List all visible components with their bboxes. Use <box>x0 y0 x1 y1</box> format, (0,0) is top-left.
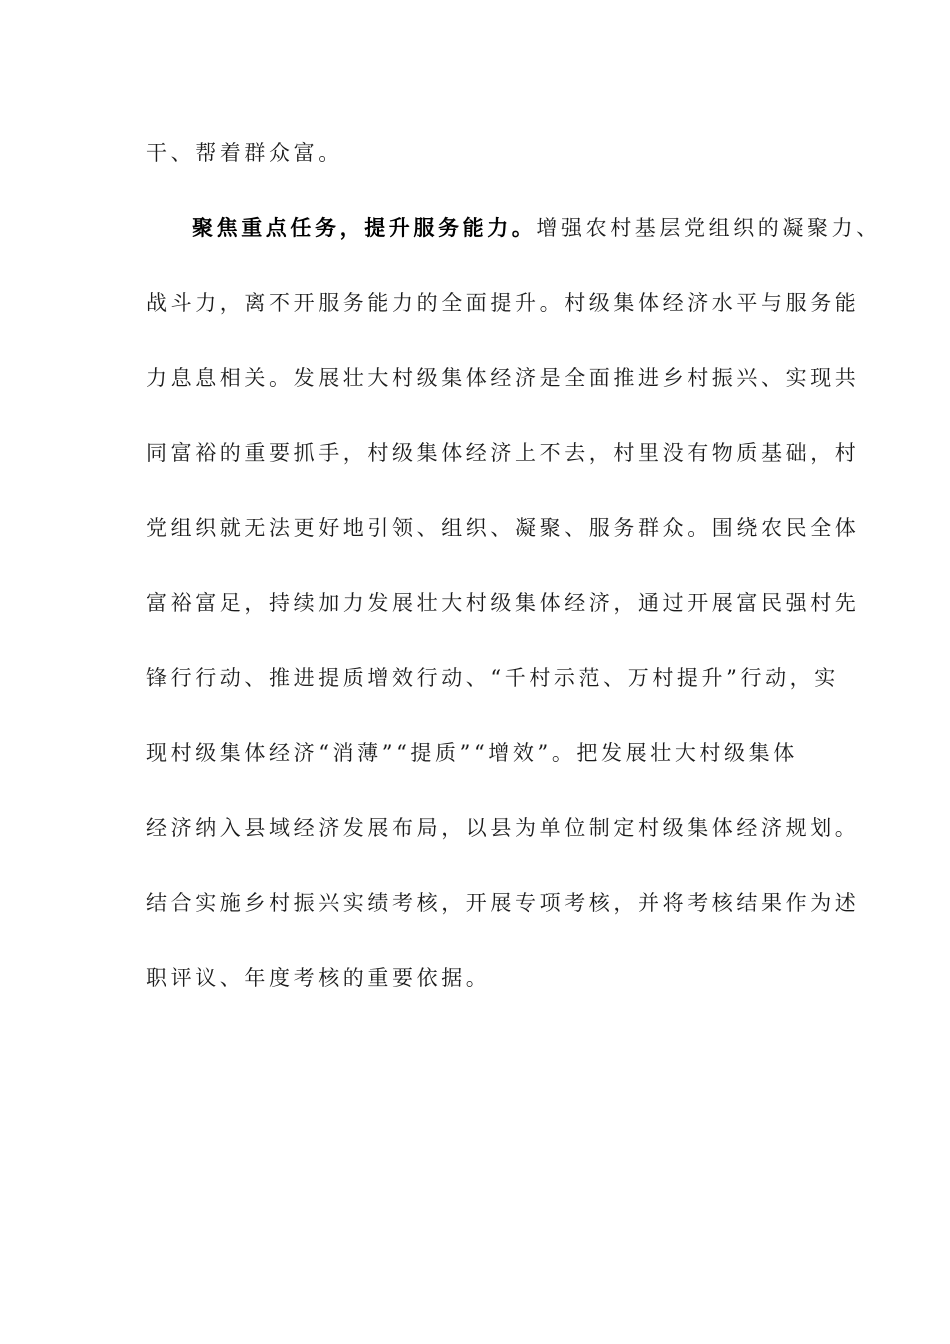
paragraph-line-7: 富裕富足，持续加力发展壮大村级集体经济，通过开展富民强村先 <box>146 591 860 615</box>
paragraph-line-8: 锋行行动、推进提质增效行动、“千村示范、万村提升”行动，实 <box>146 666 839 690</box>
paragraph-line-6: 党组织就无法更好地引领、组织、凝聚、服务群众。围绕农民全体 <box>146 516 860 540</box>
paragraph-line-11: 结合实施乡村振兴实绩考核，开展专项考核，并将考核结果作为述 <box>146 891 860 915</box>
paragraph-line-9: 现村级集体经济“消薄”“提质”“增效”。把发展壮大村级集体 <box>146 741 798 765</box>
paragraph-line-2 <box>192 214 881 242</box>
paragraph-line-2-text: 增强农村基层党组织的凝聚力、 <box>536 216 881 240</box>
paragraph-line-10: 经济纳入县域经济发展布局，以县为单位制定村级集体经济规划。 <box>146 816 860 840</box>
paragraph-line-4: 力息息相关。发展壮大村级集体经济是全面推进乡村振兴、实现共 <box>146 366 860 390</box>
paragraph-line-3: 战斗力，离不开服务能力的全面提升。村级集体经济水平与服务能 <box>146 291 860 315</box>
paragraph-line-1: 干、帮着群众富。 <box>146 141 343 165</box>
paragraph-line-5: 同富裕的重要抓手，村级集体经济上不去，村里没有物质基础，村 <box>146 441 860 465</box>
paragraph-line-12: 职评议、年度考核的重要依据。 <box>146 966 491 990</box>
section-heading: 聚焦重点任务，提升服务能力。 <box>192 215 537 240</box>
